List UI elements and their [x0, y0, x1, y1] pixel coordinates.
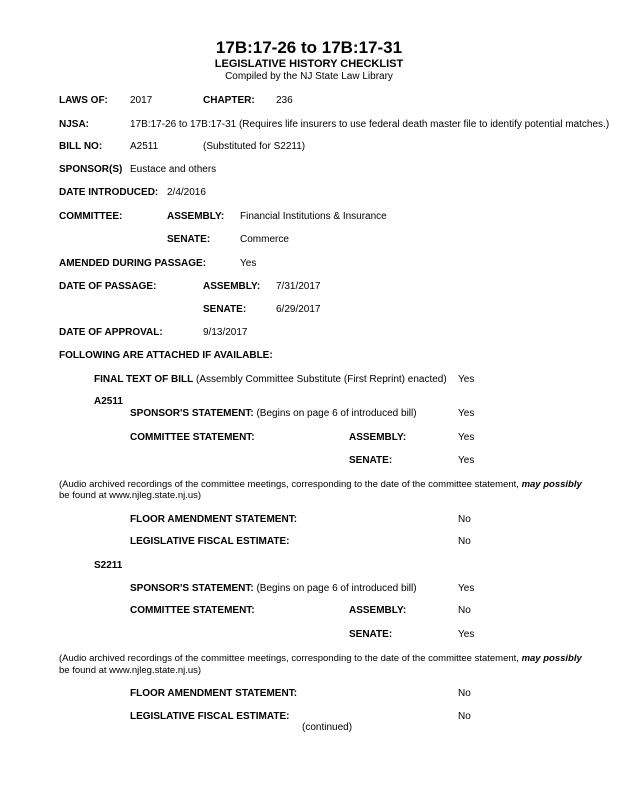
audio-note-s2211-line2: be found at www.njleg.state.nj.us) [59, 665, 202, 676]
compiled-by: Compiled by the NJ State Law Library [225, 71, 393, 82]
audio-note-text: (Audio archived recordings of the committee meetings, corresponding to the date of the committee statement, [59, 653, 519, 664]
a2511-senate-label: SENATE: [349, 455, 393, 466]
committee-assembly-label: ASSEMBLY: [167, 211, 225, 222]
a2511-senate-value: Yes [458, 455, 475, 466]
s2211-assembly-label: ASSEMBLY: [349, 605, 407, 616]
attached-heading: FOLLOWING ARE ATTACHED IF AVAILABLE: [59, 350, 273, 361]
a2511-committee-label: COMMITTEE STATEMENT: [130, 432, 255, 443]
audio-note-s2211-line1 [59, 653, 582, 665]
a2511-fiscal-value: No [458, 536, 471, 547]
bill-no-value: A2511 [130, 141, 159, 152]
laws-of-value: 2017 [130, 95, 153, 106]
audio-note-a2511-line2: be found at www.njleg.state.nj.us) [59, 490, 202, 501]
page-subtitle: LEGISLATIVE HISTORY CHECKLIST [214, 58, 404, 70]
bill-a2511-heading: A2511 [94, 396, 123, 407]
final-text-row [94, 374, 447, 386]
s2211-fiscal-label: LEGISLATIVE FISCAL ESTIMATE: [130, 711, 290, 722]
committee-senate-value: Commerce [240, 234, 289, 245]
bill-s2211-heading: S2211 [94, 560, 123, 571]
bill-no-label: BILL NO: [59, 141, 103, 152]
s2211-fiscal-value: No [458, 711, 471, 722]
audio-note-emphasis: may possibly [521, 653, 582, 664]
approval-label: DATE OF APPROVAL: [59, 327, 163, 338]
final-text-note: (Assembly Committee Substitute (First Reprint) enacted) [196, 374, 447, 385]
laws-of-label: LAWS OF: [59, 95, 108, 106]
passage-assembly-label: ASSEMBLY: [203, 281, 261, 292]
sponsor-label: SPONSOR(S) [59, 164, 123, 175]
s2211-senate-value: Yes [458, 629, 475, 640]
a2511-sponsor-value: Yes [458, 408, 475, 419]
s2211-assembly-value: No [458, 605, 471, 616]
passage-assembly-value: 7/31/2017 [276, 281, 321, 292]
sponsor-value: Eustace and others [130, 164, 217, 175]
njsa-value: 17B:17-26 to 17B:17-31 (Requires life insurers to use federal death master file to identify potential matches.) [130, 119, 610, 130]
chapter-value: 236 [276, 95, 293, 106]
a2511-floor-value: No [458, 514, 471, 525]
passage-senate-label: SENATE: [203, 304, 247, 315]
approval-value: 9/13/2017 [203, 327, 248, 338]
a2511-sponsor-note: (Begins on page 6 of introduced bill) [256, 408, 417, 419]
s2211-senate-label: SENATE: [349, 629, 393, 640]
s2211-sponsor-row [130, 583, 417, 595]
s2211-floor-label: FLOOR AMENDMENT STATEMENT: [130, 688, 298, 699]
date-introduced-label: DATE INTRODUCED: [59, 187, 159, 198]
s2211-sponsor-label: SPONSOR'S STATEMENT: [130, 583, 254, 594]
s2211-committee-label: COMMITTEE STATEMENT: [130, 605, 255, 616]
njsa-label: NJSA: [59, 119, 90, 130]
page-title: 17B:17-26 to 17B:17-31 [215, 38, 403, 57]
date-introduced-value: 2/4/2016 [167, 187, 206, 198]
final-text-label: FINAL TEXT OF BILL [94, 374, 194, 385]
a2511-floor-label: FLOOR AMENDMENT STATEMENT: [130, 514, 298, 525]
s2211-sponsor-note: (Begins on page 6 of introduced bill) [256, 583, 417, 594]
s2211-sponsor-value: Yes [458, 583, 475, 594]
committee-senate-label: SENATE: [167, 234, 211, 245]
continued-note: (continued) [302, 722, 353, 733]
chapter-label: CHAPTER: [203, 95, 255, 106]
passage-label: DATE OF PASSAGE: [59, 281, 157, 292]
amended-value: Yes [240, 258, 257, 269]
a2511-sponsor-row [130, 408, 417, 420]
a2511-assembly-value: Yes [458, 432, 475, 443]
amended-label: AMENDED DURING PASSAGE: [59, 258, 207, 269]
a2511-fiscal-label: LEGISLATIVE FISCAL ESTIMATE: [130, 536, 290, 547]
a2511-sponsor-label: SPONSOR'S STATEMENT: [130, 408, 254, 419]
s2211-floor-value: No [458, 688, 471, 699]
a2511-assembly-label: ASSEMBLY: [349, 432, 407, 443]
bill-no-note: (Substituted for S2211) [203, 141, 306, 152]
committee-assembly-value: Financial Institutions & Insurance [240, 211, 387, 222]
audio-note-emphasis: may possibly [521, 479, 582, 490]
passage-senate-value: 6/29/2017 [276, 304, 321, 315]
audio-note-text: (Audio archived recordings of the committee meetings, corresponding to the date of the committee statement, [59, 479, 519, 490]
committee-label: COMMITTEE: [59, 211, 123, 222]
final-text-value: Yes [458, 374, 475, 385]
